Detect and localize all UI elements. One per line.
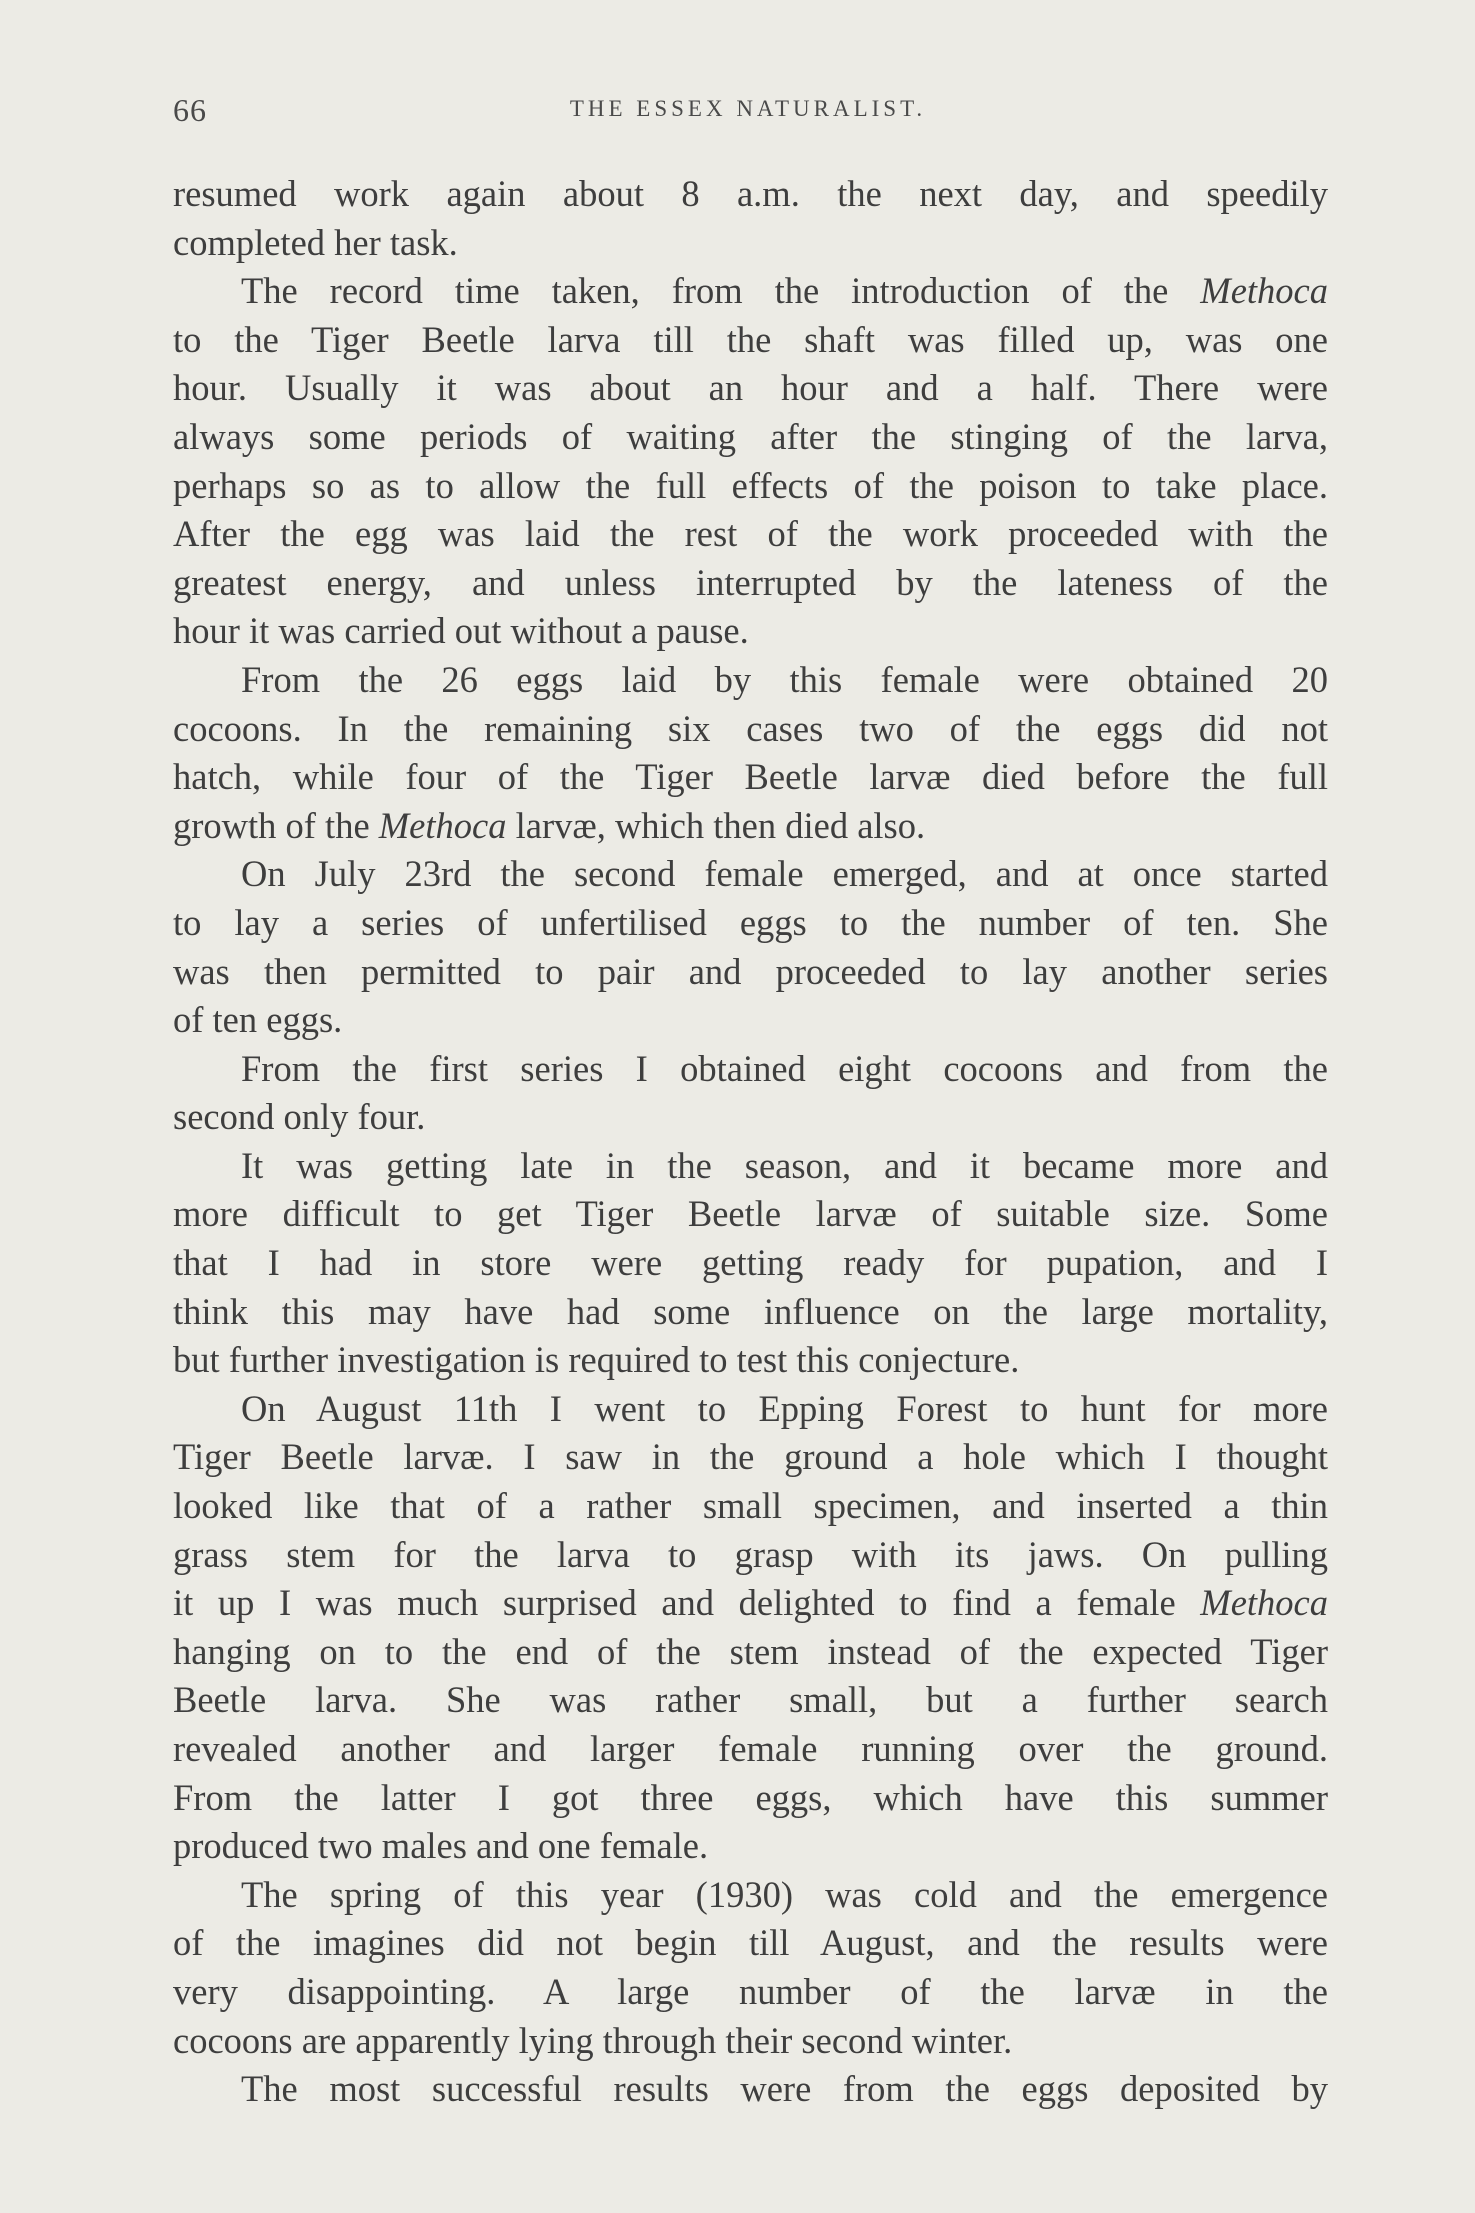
italic-genus-name: Methoca [1200,1582,1328,1624]
text-line: growth of the Methoca larvæ, which then died also. [173,804,926,846]
text-line: second only four. [173,1096,426,1138]
text-line: perhaps so as to allow the full effects of the poison to take place. [173,464,1328,506]
text-line: to lay a series of unfertilised eggs to the number of ten. She [173,901,1328,943]
text-line: of the imagines did not begin till August, and the results were [173,1922,1328,1964]
page-header [173,92,1323,132]
text-line: The record time taken, from the introduction of the Methoca [241,270,1328,312]
text-line: hanging on to the end of the stem instead of the expected Tiger [173,1630,1328,1672]
italic-genus-name: Methoca [1200,270,1328,312]
text-line: looked like that of a rather small specimen, and inserted a thin [173,1485,1328,1527]
text-line: On August 11th I went to Epping Forest to hunt for more [241,1387,1328,1429]
text-line: Tiger Beetle larvæ. I saw in the ground a hole which I thought [173,1436,1328,1478]
running-head: THE ESSEX NATURALIST. [569,96,927,121]
text-line: was then permitted to pair and proceeded to lay another series [173,950,1328,992]
text-line: but further investigation is required to test this conjecture. [173,1339,1020,1381]
page-number: 66 [173,92,207,128]
text-line: After the egg was laid the rest of the work proceeded with the [173,513,1328,555]
text-line: cocoons. In the remaining six cases two of the eggs did not [173,707,1328,749]
text-line: that I had in store were getting ready for pupation, and I [173,1242,1328,1284]
text-line: greatest energy, and unless interrupted by the lateness of the [173,561,1328,603]
text-line: revealed another and larger female running over the ground. [173,1728,1328,1769]
text-line: The most successful results were from the eggs deposited by [241,2068,1328,2110]
text-line: always some periods of waiting after the stinging of the larva, [173,415,1328,457]
text-line: grass stem for the larva to grasp with its jaws. On pulling [173,1533,1328,1575]
text-line: Beetle larva. She was rather small, but a further search [173,1679,1328,1721]
text-line: cocoons are apparently lying through their second winter. [173,2019,1013,2061]
text-line: On July 23rd the second female emerged, and at once started [241,853,1328,895]
text-line: From the latter I got three eggs, which have this summer [173,1776,1328,1818]
text-line: it up I was much surprised and delighted to find a female Methoca [173,1582,1328,1624]
body-text [173,170,1328,2114]
text-line: very disappointing. A large number of the larvæ in the [173,1970,1328,2012]
text-line: think this may have had some influence on the large mortality, [173,1290,1328,1332]
text-line: to the Tiger Beetle larva till the shaft was filled up, was one [173,318,1328,360]
text-line: From the 26 eggs laid by this female were obtained 20 [241,658,1328,700]
text-line: produced two males and one female. [173,1825,709,1867]
text-line: more difficult to get Tiger Beetle larvæ of suitable size. Some [173,1193,1328,1235]
text-line: of ten eggs. [173,999,343,1041]
text-line: From the first series I obtained eight cocoons and from the [241,1047,1328,1089]
text-line: It was getting late in the season, and it became more and [241,1144,1328,1186]
text-line: hour it was carried out without a pause. [173,610,749,652]
text-line: hour. Usually it was about an hour and a half. There were [173,367,1328,409]
text-line: completed her task. [173,221,458,263]
text-line: The spring of this year (1930) was cold and the emergence [241,1873,1328,1915]
text-line: resumed work again about 8 a.m. the next day, and speedily [173,173,1328,214]
italic-genus-name: Methoca [378,804,507,846]
text-line: hatch, while four of the Tiger Beetle larvæ died before the full [173,756,1328,798]
